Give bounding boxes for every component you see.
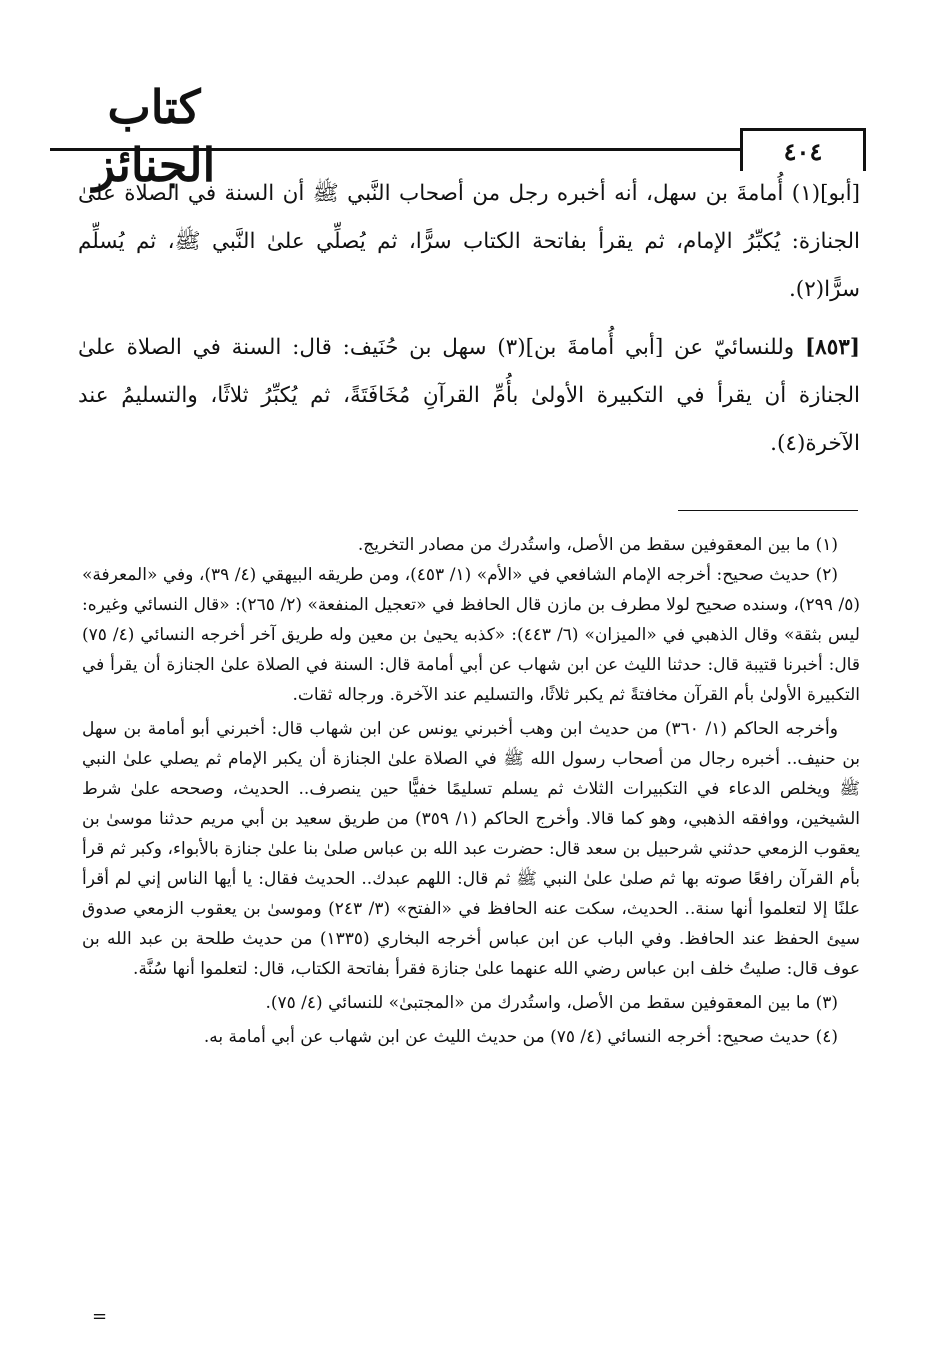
hadith-number: [٨٥٣] bbox=[804, 335, 860, 360]
footnote-1: (١) ما بين المعقوفين سقط من الأصل، واستُدرك من مصادر التخريج. bbox=[357, 535, 838, 555]
header-rule bbox=[50, 148, 742, 151]
footnotes bbox=[82, 530, 860, 1052]
main-text bbox=[78, 170, 860, 468]
page-number: ٤٠٤ bbox=[783, 137, 823, 166]
footnote-2-continued: وأخرجه الحاكم (١/ ٣٦٠) من حديث ابن وهب أخبرني يونس عن ابن شهاب قال: أخبرني أبو أمامة بن سهل بن حنيف.. أخبره رجال من أصحاب رسول الله ﷺ في الصلاة علىٰ الجنازة أن يكبر الإمام ثم يصلي علىٰ النبي ﷺ ويخلص الدعاء في التكبيرات الثلاث ثم يسلم تسليمًا خفيًّا حين ينصرف.. الحديث، وصححه علىٰ شرط الشيخين، ووافقه الذهبي، وهو كما قالا. وأخرج الحاكم (١/ ٣٥٩) من طريق سعيد بن أبي مريم حدثنا موسىٰ بن يعقوب الزمعي حدثني شرحبيل بن سعد قال: حضرت عبد الله بن عباس صلىٰ بنا علىٰ جنازة بالأبواء، وكبر ثم قرأ بأم القرآن رافعًا صوته بها ثم صلىٰ علىٰ النبي ﷺ ثم قال: اللهم عبدك.. الحديث فقال: يا أيها الناس إني لم أقرأ علنًا إلا لتعلموا أنها سنة.. الحديث، سكت عنه الحافظ في «الفتح» (٣/ ٢٤٣) وموسىٰ بن يعقوب الزمعي صدوق سيئ الحفظ عند الحافظ. وفي الباب عن ابن عباس أخرجه البخاري (١٣٣٥) من حديث طلحة بن عبد الله بن عوف قال: صليتُ خلف ابن عباس رضي الله عنهما علىٰ جنازة فقرأ بفاتحة الكتاب، قال: لتعلموا أنها سُنَّة. bbox=[82, 719, 861, 979]
hadith-paragraph-2 bbox=[78, 324, 860, 468]
footnote-2: (٢) حديث صحيح: أخرجه الإمام الشافعي في «الأم» (١/ ٤٥٣)، ومن طريقه البيهقي (٤/ ٣٩)، وفي «المعرفة» (٥/ ٢٩٩)، وسنده صحيح لولا مطرف بن مازن قال الحافظ في «تعجيل المنفعة» (٢/ ٢٦٥): «قال النسائي وغيره: ليس بثقة» وقال الذهبي في «الميزان» (٦/ ٤٤٣): «كذبه يحيىٰ بن معين وله طريق آخر أخرجه النسائي (٤/ ٧٥) قال: أخبرنا قتيبة قال: حدثنا الليث عن ابن شهاب عن أبي أمامة قال: السنة في الصلاة علىٰ الجنازة أن يقرأ في التكبيرة الأولىٰ بأم القرآن مخافتةً ثم يكبر ثلاثًا، والتسليم عند الآخرة. ورجاله ثقات. bbox=[82, 565, 860, 705]
continuation-mark: = bbox=[92, 1306, 108, 1327]
footnote-3: (٣) ما بين المعقوفين سقط من الأصل، واستُدرك من «المجتبىٰ» للنسائي (٤/ ٧٥). bbox=[265, 993, 838, 1013]
footnote-4: (٤) حديث صحيح: أخرجه النسائي (٤/ ٧٥) من حديث الليث عن ابن شهاب عن أبي أمامة به. bbox=[203, 1027, 838, 1047]
book-title: كتاب الجنائز bbox=[92, 80, 216, 192]
hadith-paragraph-1: [أبو](١) أُمامةَ بن سهل، أنه أخبره رجل من أصحاب النَّبي ﷺ أن السنة في الصلاة علىٰ الجنازة: يُكبِّرُ الإمام، ثم يقرأ بفاتحة الكتاب سرًّا، ثم يُصلِّي علىٰ النَّبي ﷺ، ثم يُسلِّم سرًّا(٢). bbox=[78, 181, 860, 302]
page-number-box bbox=[740, 128, 866, 171]
hadith-paragraph-2-text: وللنسائيّ عن [أبي أُمامةَ بن](٣) سهل بن حُنَيف: قال: السنة في الصلاة علىٰ الجنازة أن يقرأ في التكبيرة الأولىٰ بأُمِّ القرآنِ مُخَافَتَةً، ثم يُكبِّرُ ثلاثًا، والتسليمُ عند الآخرة(٤). bbox=[78, 335, 860, 456]
footnote-separator bbox=[678, 510, 858, 511]
